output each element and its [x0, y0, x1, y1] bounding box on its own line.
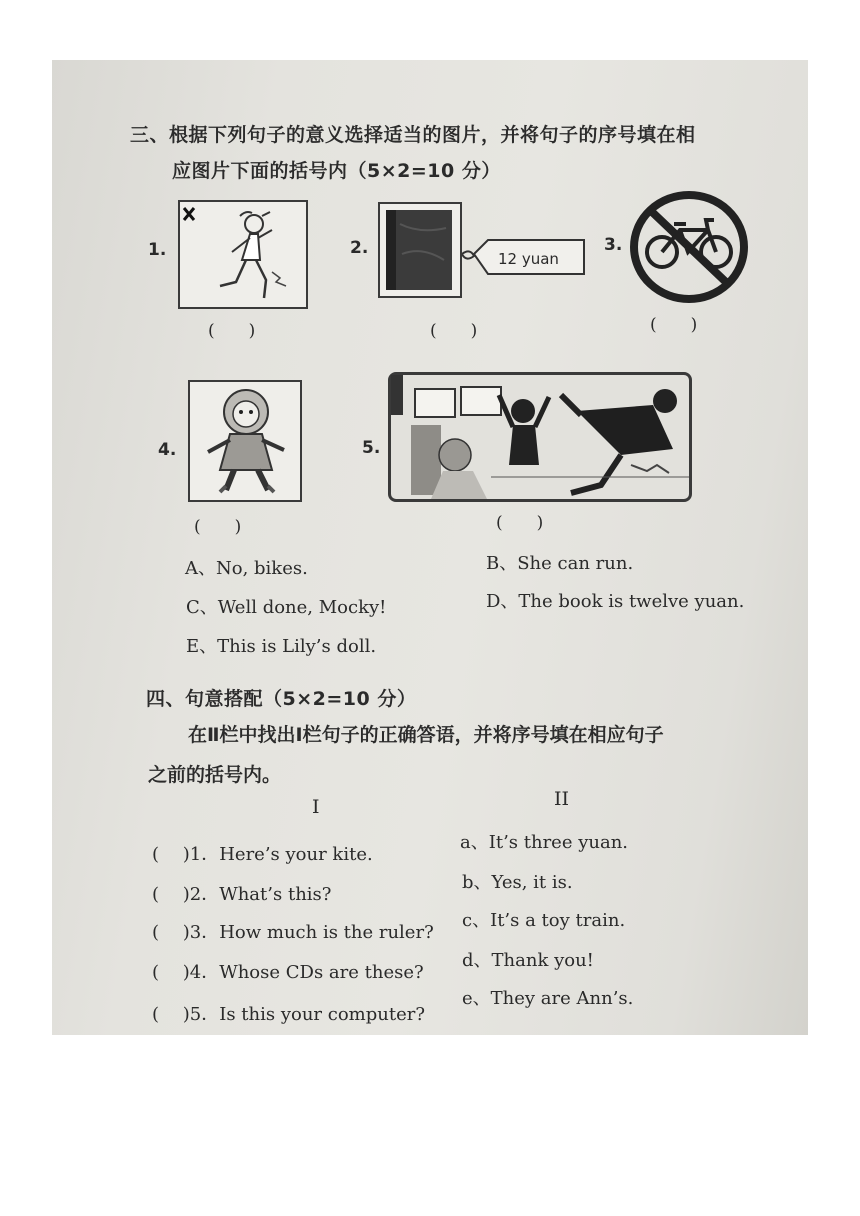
- section4-instruction-line2: 之前的括号内。: [148, 764, 282, 786]
- col2-item-b: b、Yes, it is.: [462, 872, 573, 893]
- picture-2-number: 2.: [350, 238, 369, 258]
- picture-1-number: 1.: [148, 240, 167, 260]
- option-d: D、The book is twelve yuan.: [486, 591, 745, 612]
- option-b: B、She can run.: [486, 553, 634, 574]
- picture-5-cartoon-race: [388, 372, 692, 502]
- picture-5-answer-blank: ( ): [496, 513, 544, 533]
- section4-instruction-line1: 在Ⅱ栏中找出Ⅰ栏句子的正确答语，并将序号填在相应句子: [188, 724, 664, 746]
- col1-item-1: ( )1．Here’s your kite.: [152, 844, 373, 865]
- col2-item-e: e、They are Ann’s.: [462, 988, 634, 1009]
- section3-title-line2: 应图片下面的括号内（5×2=10 分）: [172, 160, 501, 182]
- picture-4-doll: [188, 380, 302, 502]
- picture-2-answer-blank: ( ): [430, 321, 478, 341]
- option-a: A、No, bikes.: [185, 558, 308, 579]
- col1-item-2: ( )2．What’s this?: [152, 884, 332, 905]
- col1-item-3: ( )3．How much is the ruler?: [152, 922, 434, 943]
- exam-paper: [52, 60, 808, 1035]
- col2-item-d: d、Thank you!: [462, 950, 594, 971]
- no-bikes-sign-icon: [628, 190, 750, 304]
- option-c: C、Well done, Mocky!: [186, 597, 387, 618]
- picture-1-running-girl: [178, 200, 308, 309]
- picture-5-number: 5.: [362, 438, 381, 458]
- column-2-header: II: [554, 788, 570, 810]
- picture-3-answer-blank: ( ): [650, 315, 698, 335]
- col1-item-5: ( )5．Is this your computer?: [152, 1004, 425, 1025]
- picture-4-number: 4.: [158, 440, 177, 460]
- col2-item-c: c、It’s a toy train.: [462, 910, 626, 931]
- column-1-header: I: [312, 796, 320, 818]
- picture-3-number: 3.: [604, 235, 623, 255]
- col1-item-4: ( )4．Whose CDs are these?: [152, 962, 424, 983]
- picture-1-answer-blank: ( ): [208, 321, 256, 341]
- option-e: E、This is Lily’s doll.: [186, 636, 377, 657]
- price-tag-text: 12 yuan: [498, 250, 559, 268]
- picture-4-answer-blank: ( ): [194, 517, 242, 537]
- col2-item-a: a、It’s three yuan.: [460, 832, 629, 853]
- picture-2-book: [378, 202, 462, 298]
- section4-title: 四、句意搭配（5×2=10 分）: [146, 688, 417, 710]
- section3-title-line1: 三、根据下列句子的意义选择适当的图片，并将句子的序号填在相: [130, 124, 696, 146]
